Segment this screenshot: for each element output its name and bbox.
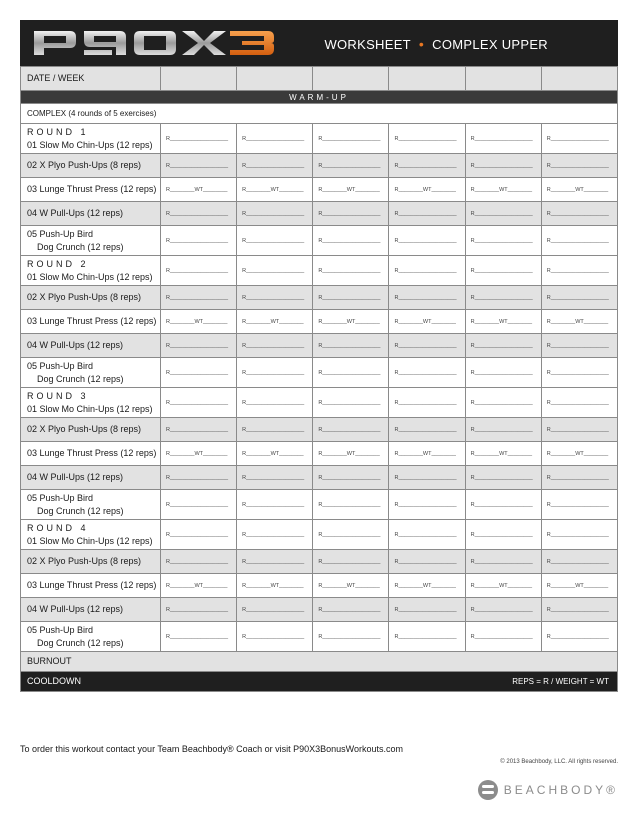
entry-field[interactable]: R___________________ (313, 622, 389, 652)
entry-field[interactable]: R________WT________ (313, 310, 389, 334)
exercise-name: 05 Push-Up Bird (27, 492, 94, 503)
exercise-row (21, 178, 618, 202)
entry-field[interactable]: R___________________ (313, 358, 389, 388)
exercise-row (21, 490, 618, 520)
date-week-cell[interactable] (465, 67, 541, 91)
entry-field[interactable]: R___________________ (465, 124, 541, 154)
round-label: ROUND 2 (27, 258, 89, 269)
exercise-name: 03 Lunge Thrust Press (12 reps) (27, 184, 157, 194)
entry-field[interactable]: R___________________ (237, 226, 313, 256)
exercise-label (21, 520, 161, 550)
entry-field[interactable]: R___________________ (389, 466, 465, 490)
entry-field[interactable]: R___________________ (541, 598, 617, 622)
date-week-cell[interactable] (161, 67, 237, 91)
entry-field[interactable]: R___________________ (237, 490, 313, 520)
order-note: To order this workout contact your Team Beachbody® Coach or visit P90X3BonusWorkouts.com (20, 744, 403, 754)
exercise-name: 02 X Plyo Push-Ups (8 reps) (27, 556, 142, 566)
entry-field[interactable]: R___________________ (161, 334, 237, 358)
exercise-label (21, 622, 161, 652)
entry-field[interactable]: R________WT________ (465, 574, 541, 598)
entry-field[interactable]: R___________________ (541, 124, 617, 154)
entry-field[interactable]: R___________________ (541, 550, 617, 574)
exercise-label (21, 226, 161, 256)
entry-field[interactable]: R___________________ (541, 490, 617, 520)
exercise-row (21, 574, 618, 598)
entry-field[interactable]: R___________________ (389, 154, 465, 178)
exercise-label (21, 466, 161, 490)
entry-field[interactable]: R___________________ (161, 520, 237, 550)
date-week-cell[interactable] (313, 67, 389, 91)
burnout-row (21, 652, 618, 672)
entry-field[interactable]: R___________________ (237, 598, 313, 622)
exercise-name: 04 W Pull-Ups (12 reps) (27, 208, 124, 218)
round-label: ROUND 4 (27, 522, 89, 533)
entry-field[interactable]: R________WT________ (541, 178, 617, 202)
entry-field[interactable]: R___________________ (389, 622, 465, 652)
burnout-label: BURNOUT (21, 652, 618, 672)
entry-field[interactable]: R___________________ (465, 388, 541, 418)
entry-field[interactable]: R________WT________ (541, 310, 617, 334)
exercise-label (21, 310, 161, 334)
entry-field[interactable]: R___________________ (237, 520, 313, 550)
exercise-label (21, 358, 161, 388)
exercise-name: 02 X Plyo Push-Ups (8 reps) (27, 424, 142, 434)
entry-field[interactable]: R___________________ (389, 598, 465, 622)
entry-field[interactable]: R________WT________ (389, 442, 465, 466)
beachbody-wordmark: BEACHBODY® (503, 783, 618, 797)
complex-row (21, 104, 618, 124)
entry-field[interactable]: R___________________ (161, 622, 237, 652)
entry-field[interactable]: R___________________ (465, 202, 541, 226)
entry-field[interactable]: R___________________ (237, 256, 313, 286)
entry-field[interactable]: R___________________ (465, 466, 541, 490)
exercise-row (21, 598, 618, 622)
exercise-row (21, 202, 618, 226)
exercise-row (21, 358, 618, 388)
entry-field[interactable]: R___________________ (161, 388, 237, 418)
entry-field[interactable]: R________WT________ (541, 574, 617, 598)
exercise-row (21, 622, 618, 652)
entry-field[interactable]: R___________________ (313, 154, 389, 178)
worksheet-title: WORKSHEET • COMPLEX UPPER (324, 36, 548, 52)
entry-field[interactable]: R___________________ (389, 334, 465, 358)
entry-field[interactable]: R________WT________ (237, 178, 313, 202)
exercise-name-cont: Dog Crunch (12 reps) (37, 505, 124, 516)
exercise-name: 02 X Plyo Push-Ups (8 reps) (27, 292, 142, 302)
entry-field[interactable]: R___________________ (237, 286, 313, 310)
entry-field[interactable]: R___________________ (389, 550, 465, 574)
exercise-name-cont: Dog Crunch (12 reps) (37, 373, 124, 384)
date-week-row (21, 67, 618, 91)
entry-field[interactable]: R___________________ (237, 334, 313, 358)
entry-field[interactable]: R___________________ (161, 490, 237, 520)
entry-field[interactable]: R___________________ (465, 286, 541, 310)
cooldown-label: COOLDOWN (27, 676, 81, 686)
entry-field[interactable]: R___________________ (389, 358, 465, 388)
entry-field[interactable]: R________WT________ (161, 310, 237, 334)
entry-field[interactable]: R________WT________ (541, 442, 617, 466)
entry-field[interactable]: R___________________ (541, 256, 617, 286)
entry-field[interactable]: R___________________ (161, 256, 237, 286)
entry-field[interactable]: R________WT________ (313, 574, 389, 598)
title-bullet: • (418, 36, 425, 52)
round-label: ROUND 3 (27, 390, 89, 401)
p90x3-logo (28, 26, 278, 60)
exercise-name: 03 Lunge Thrust Press (12 reps) (27, 448, 157, 458)
entry-field[interactable]: R________WT________ (237, 310, 313, 334)
exercise-row (21, 442, 618, 466)
entry-field[interactable]: R___________________ (237, 418, 313, 442)
entry-field[interactable]: R___________________ (465, 154, 541, 178)
entry-field[interactable]: R___________________ (465, 520, 541, 550)
exercise-name: 01 Slow Mo Chin-Ups (12 reps) (27, 403, 153, 414)
warmup-row (21, 91, 618, 104)
entry-field[interactable]: R___________________ (541, 466, 617, 490)
entry-field[interactable]: R________WT________ (389, 178, 465, 202)
entry-field[interactable]: R___________________ (541, 334, 617, 358)
exercise-label (21, 550, 161, 574)
entry-field[interactable]: R___________________ (541, 388, 617, 418)
entry-field[interactable]: R________WT________ (389, 574, 465, 598)
exercise-row (21, 310, 618, 334)
exercise-label (21, 574, 161, 598)
entry-field[interactable]: R___________________ (161, 418, 237, 442)
entry-field[interactable]: R___________________ (313, 202, 389, 226)
entry-field[interactable]: R___________________ (237, 388, 313, 418)
exercise-name: 02 X Plyo Push-Ups (8 reps) (27, 160, 142, 170)
date-week-cell[interactable] (237, 67, 313, 91)
entry-field[interactable]: R___________________ (541, 154, 617, 178)
date-week-cell[interactable] (389, 67, 465, 91)
exercise-row (21, 124, 618, 154)
date-week-label: DATE / WEEK (21, 67, 161, 91)
entry-field[interactable]: R___________________ (541, 418, 617, 442)
entry-field[interactable]: R________WT________ (313, 178, 389, 202)
entry-field[interactable]: R________WT________ (389, 310, 465, 334)
entry-field[interactable]: R___________________ (541, 226, 617, 256)
entry-field[interactable]: R___________________ (389, 202, 465, 226)
exercise-name: 04 W Pull-Ups (12 reps) (27, 472, 124, 482)
copyright: © 2013 Beachbody, LLC. All rights reserved. (500, 759, 618, 765)
entry-field[interactable]: R___________________ (389, 418, 465, 442)
entry-field[interactable]: R___________________ (465, 550, 541, 574)
entry-field[interactable]: R___________________ (237, 124, 313, 154)
entry-field[interactable]: R___________________ (389, 286, 465, 310)
entry-field[interactable]: R___________________ (161, 550, 237, 574)
entry-field[interactable]: R________WT________ (237, 574, 313, 598)
entry-field[interactable]: R________WT________ (237, 442, 313, 466)
entry-field[interactable]: R________WT________ (465, 178, 541, 202)
exercise-name: 01 Slow Mo Chin-Ups (12 reps) (27, 271, 153, 282)
round-label: ROUND 1 (27, 126, 89, 137)
entry-field[interactable]: R___________________ (541, 202, 617, 226)
exercise-label (21, 178, 161, 202)
entry-field[interactable]: R___________________ (465, 358, 541, 388)
entry-field[interactable]: R___________________ (465, 256, 541, 286)
entry-field[interactable]: R___________________ (389, 520, 465, 550)
exercise-row (21, 226, 618, 256)
entry-field[interactable]: R___________________ (389, 226, 465, 256)
entry-field[interactable]: R___________________ (237, 550, 313, 574)
exercise-label (21, 124, 161, 154)
beachbody-icon (478, 780, 498, 800)
warmup-label: WARM-UP (21, 91, 618, 104)
entry-field[interactable]: R___________________ (313, 550, 389, 574)
entry-field[interactable]: R___________________ (541, 286, 617, 310)
entry-field[interactable]: R___________________ (389, 124, 465, 154)
entry-field[interactable]: R___________________ (313, 286, 389, 310)
exercise-row (21, 520, 618, 550)
cooldown-row (21, 672, 618, 692)
entry-field[interactable]: R___________________ (541, 520, 617, 550)
entry-field[interactable]: R___________________ (313, 466, 389, 490)
entry-field[interactable]: R___________________ (161, 466, 237, 490)
entry-field[interactable]: R________WT________ (465, 442, 541, 466)
worksheet-table (20, 66, 618, 692)
entry-field[interactable]: R___________________ (237, 154, 313, 178)
exercise-label (21, 334, 161, 358)
entry-field[interactable]: R___________________ (541, 358, 617, 388)
exercise-row (21, 418, 618, 442)
entry-field[interactable]: R___________________ (313, 226, 389, 256)
entry-field[interactable]: R___________________ (237, 466, 313, 490)
entry-field[interactable]: R___________________ (389, 388, 465, 418)
exercise-label (21, 598, 161, 622)
entry-field[interactable]: R___________________ (313, 256, 389, 286)
entry-field[interactable]: R___________________ (237, 202, 313, 226)
entry-field[interactable]: R___________________ (161, 598, 237, 622)
exercise-row (21, 550, 618, 574)
entry-field[interactable]: R___________________ (161, 154, 237, 178)
entry-field[interactable]: R___________________ (541, 622, 617, 652)
exercise-name: 01 Slow Mo Chin-Ups (12 reps) (27, 535, 153, 546)
entry-field[interactable]: R________WT________ (313, 442, 389, 466)
exercise-label (21, 286, 161, 310)
exercise-label (21, 256, 161, 286)
entry-field[interactable]: R___________________ (313, 418, 389, 442)
cooldown-cell (21, 672, 618, 692)
exercise-name: 05 Push-Up Bird (27, 360, 94, 371)
entry-field[interactable]: R___________________ (237, 622, 313, 652)
entry-field[interactable]: R___________________ (313, 520, 389, 550)
entry-field[interactable]: R___________________ (465, 490, 541, 520)
entry-field[interactable]: R___________________ (465, 334, 541, 358)
entry-field[interactable]: R___________________ (389, 490, 465, 520)
exercise-label (21, 154, 161, 178)
exercise-name: 05 Push-Up Bird (27, 228, 94, 239)
exercise-name: 04 W Pull-Ups (12 reps) (27, 340, 124, 350)
entry-field[interactable]: R___________________ (313, 124, 389, 154)
exercise-label (21, 418, 161, 442)
header-bar (20, 20, 618, 66)
exercise-name-cont: Dog Crunch (12 reps) (37, 241, 124, 252)
exercise-label (21, 388, 161, 418)
exercise-name: 05 Push-Up Bird (27, 624, 94, 635)
exercise-label (21, 442, 161, 466)
legend-label: REPS = R / WEIGHT = WT (512, 677, 609, 686)
date-week-cell[interactable] (541, 67, 617, 91)
entry-field[interactable]: R___________________ (313, 388, 389, 418)
entry-field[interactable]: R___________________ (313, 490, 389, 520)
exercise-label (21, 490, 161, 520)
exercise-name: 04 W Pull-Ups (12 reps) (27, 604, 124, 614)
exercise-name: 03 Lunge Thrust Press (12 reps) (27, 316, 157, 326)
entry-field[interactable]: R________WT________ (465, 310, 541, 334)
entry-field[interactable]: R___________________ (161, 358, 237, 388)
entry-field[interactable]: R___________________ (313, 598, 389, 622)
entry-field[interactable]: R___________________ (161, 286, 237, 310)
exercise-row (21, 466, 618, 490)
exercise-row (21, 154, 618, 178)
entry-field[interactable]: R___________________ (465, 226, 541, 256)
exercise-name: 01 Slow Mo Chin-Ups (12 reps) (27, 139, 153, 150)
entry-field[interactable]: R________WT________ (161, 178, 237, 202)
complex-label: COMPLEX (4 rounds of 5 exercises) (21, 104, 618, 124)
entry-field[interactable]: R___________________ (465, 598, 541, 622)
entry-field[interactable]: R___________________ (313, 334, 389, 358)
exercise-row (21, 388, 618, 418)
exercise-row (21, 256, 618, 286)
entry-field[interactable]: R___________________ (161, 202, 237, 226)
entry-field[interactable]: R___________________ (465, 418, 541, 442)
entry-field[interactable]: R________WT________ (161, 574, 237, 598)
beachbody-logo (478, 780, 618, 800)
entry-field[interactable]: R___________________ (161, 124, 237, 154)
exercise-name-cont: Dog Crunch (12 reps) (37, 637, 124, 648)
entry-field[interactable]: R___________________ (237, 358, 313, 388)
exercise-row (21, 286, 618, 310)
exercise-label (21, 202, 161, 226)
entry-field[interactable]: R___________________ (389, 256, 465, 286)
entry-field[interactable]: R________WT________ (161, 442, 237, 466)
entry-field[interactable]: R___________________ (161, 226, 237, 256)
exercise-name: 03 Lunge Thrust Press (12 reps) (27, 580, 157, 590)
entry-field[interactable]: R___________________ (465, 622, 541, 652)
exercise-row (21, 334, 618, 358)
